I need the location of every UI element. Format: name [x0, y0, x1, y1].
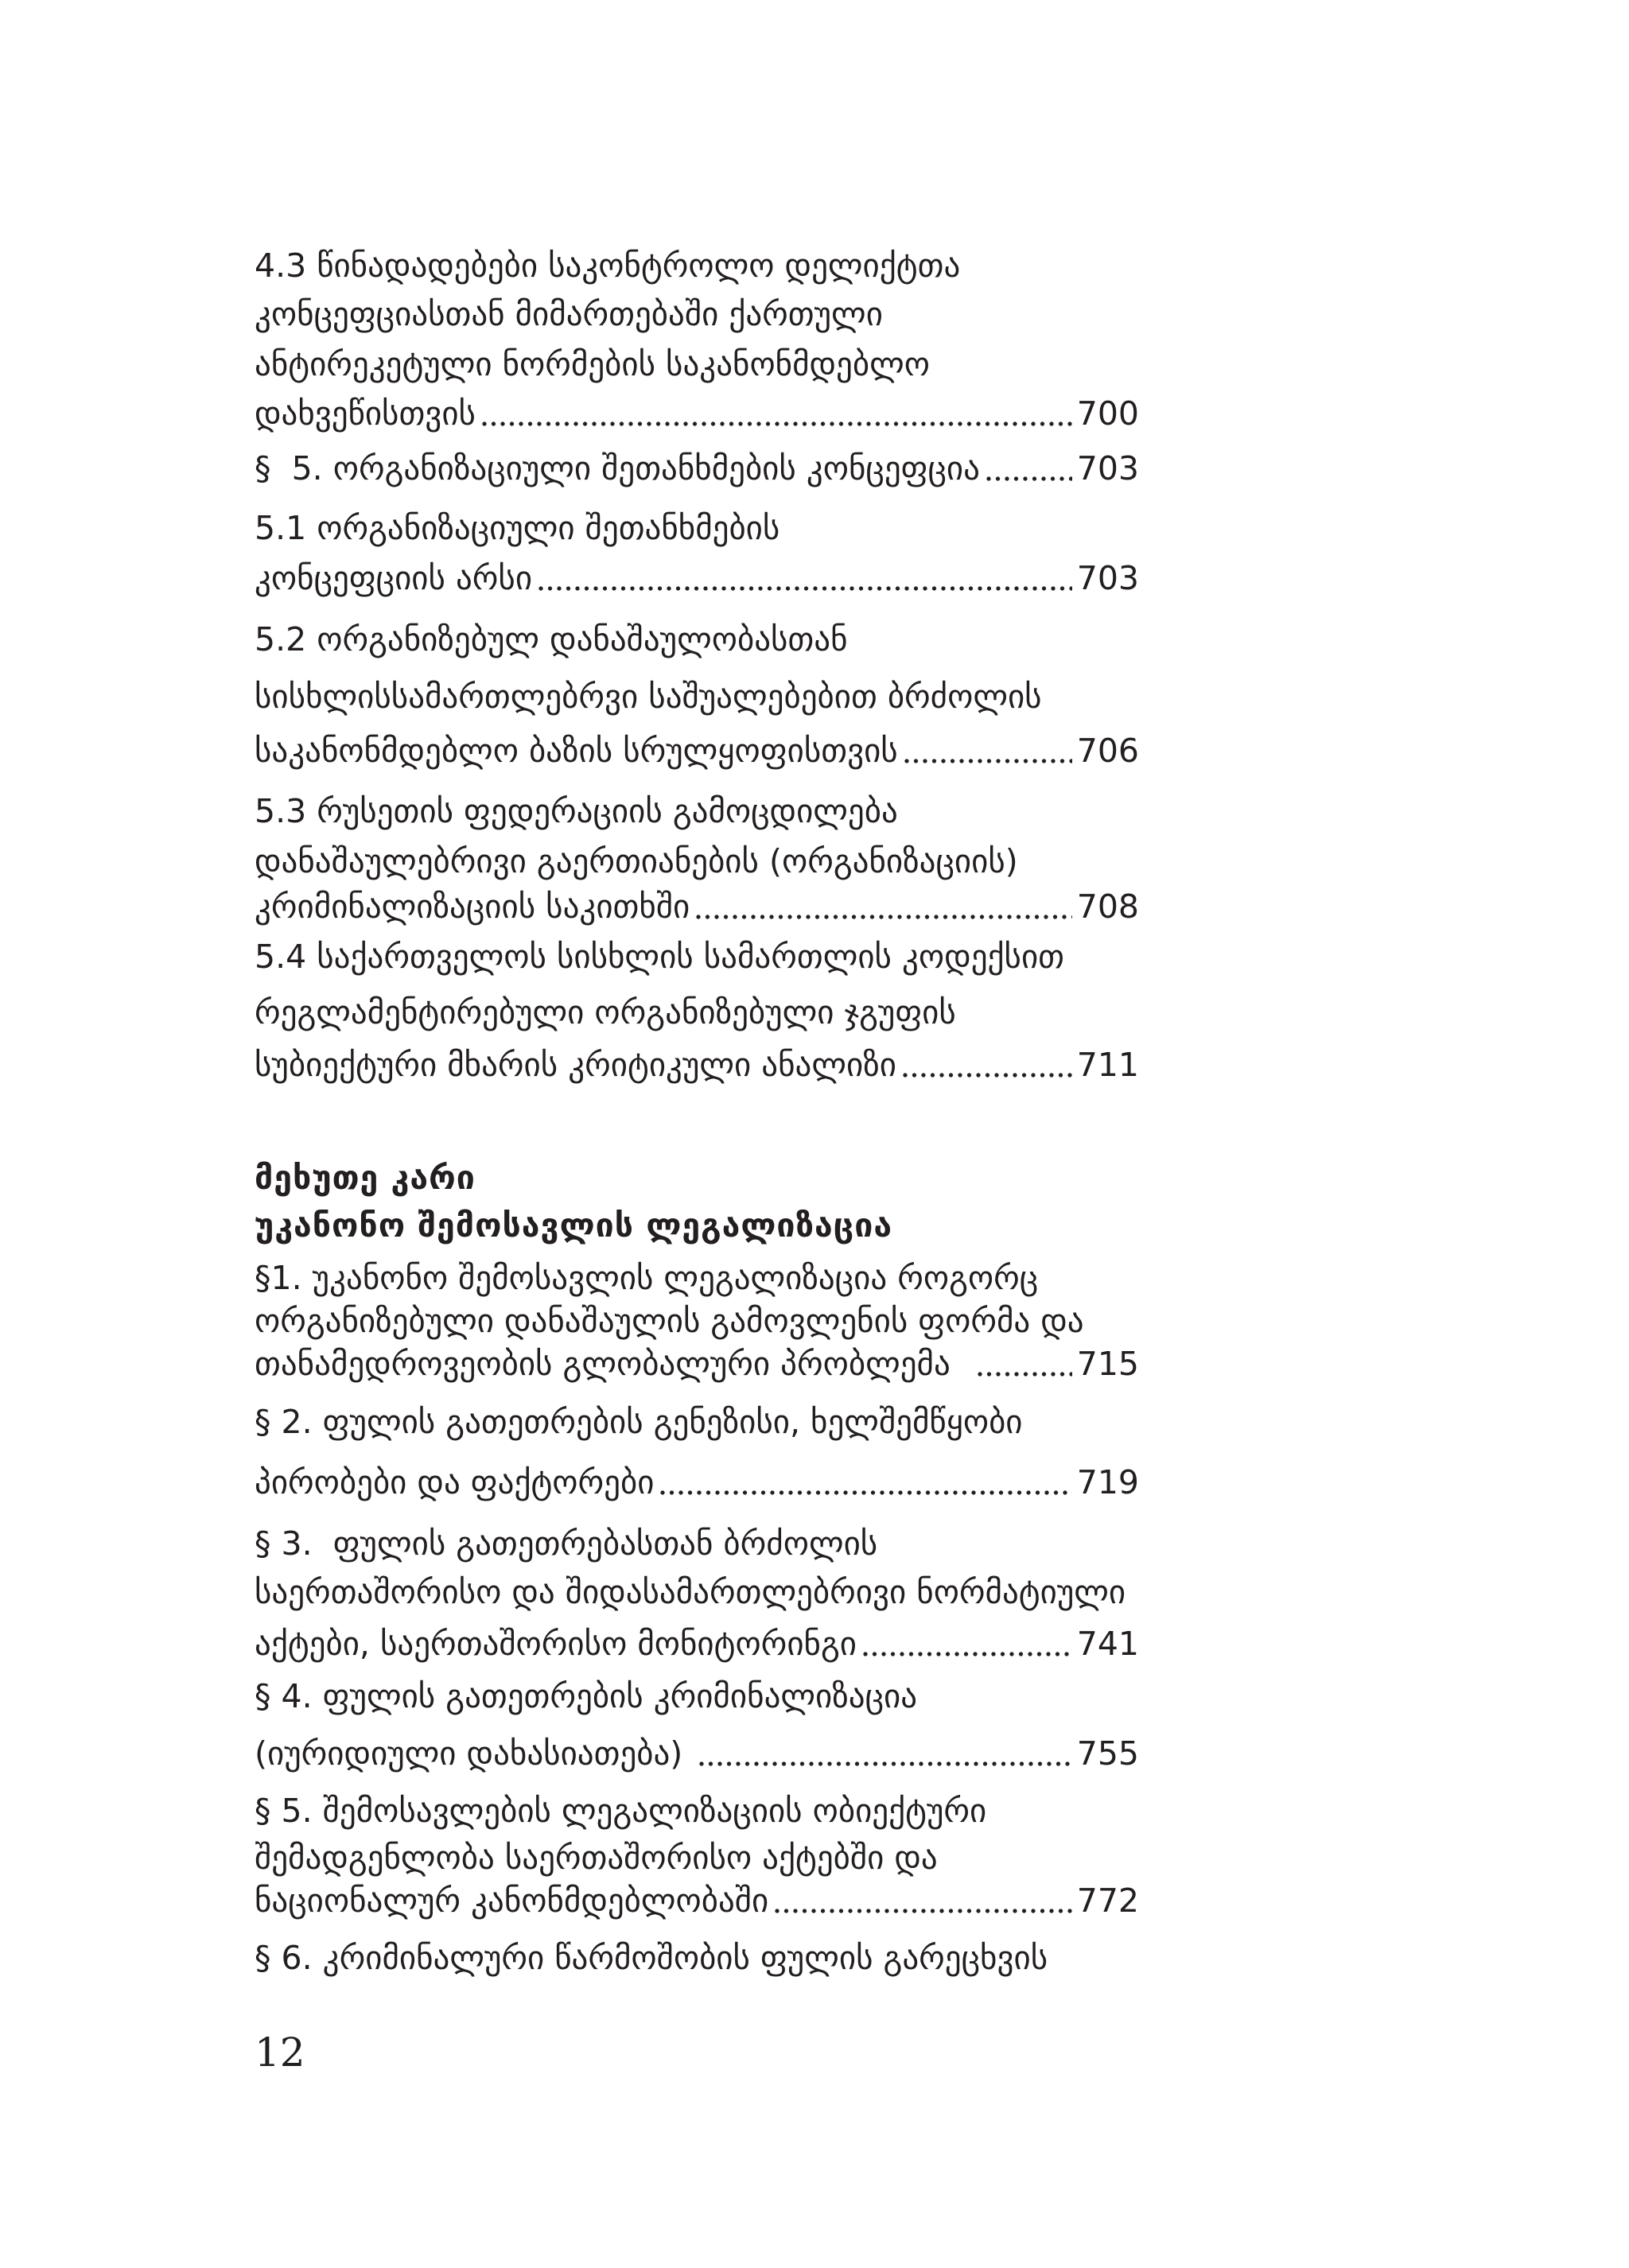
page-ref: 755 — [1076, 1734, 1139, 1773]
leader-dots — [538, 586, 1072, 591]
toc-line: რეგლამენტირებული ორგანიზებული ჯგუფის — [255, 993, 956, 1031]
toc-line: საკანონმდებლო ბაზის სრულყოფისთვის — [255, 732, 898, 770]
toc-line: 5.4 საქართველოს სისხლის სამართლის კოდექსით — [255, 938, 1065, 976]
page-ref: 703 — [1076, 449, 1139, 487]
toc-line-with-page — [255, 1344, 1139, 1384]
toc-line: 4.3 წინადადებები საკონტროლო დელიქტთა — [255, 247, 961, 285]
toc-line: 5.1 ორგანიზაციული შეთანხმების — [255, 509, 780, 547]
page-ref: 700 — [1076, 394, 1139, 433]
toc-line: §1. უკანონო შემოსავლის ლეგალიზაცია როგორც — [255, 1259, 1039, 1297]
toc-line: ანტირეკეტული ნორმების საკანონმდებლო — [255, 345, 930, 383]
toc-line-with-page — [255, 394, 1139, 433]
leader-dots — [863, 1652, 1072, 1656]
toc-line-with-page — [255, 1624, 1139, 1664]
toc-line: § 4. ფულის გათეთრების კრიმინალიზაცია — [255, 1677, 918, 1715]
chapter-title: უკანონო შემოსავლის ლეგალიზაცია — [255, 1206, 893, 1245]
page-ref: 711 — [1076, 1046, 1139, 1084]
toc-line: სუბიექტური მხარის კრიტიკული ანალიზი — [255, 1046, 896, 1084]
toc-line: დანაშაულებრივი გაერთიანების (ორგანიზაციის) — [255, 842, 1018, 880]
leader-dots — [775, 1909, 1071, 1913]
toc-line: § 3. ფულის გათეთრებასთან ბრძოლის — [255, 1524, 878, 1563]
leader-dots — [904, 759, 1072, 763]
page-ref: 741 — [1076, 1625, 1139, 1663]
toc-line: პირობები და ფაქტორები — [255, 1463, 655, 1501]
leader-dots — [696, 915, 1071, 919]
toc-line-with-page — [255, 449, 1139, 488]
toc-line-with-page — [255, 1462, 1139, 1502]
toc-line: აქტები, საერთაშორისო მონიტორინგი — [255, 1625, 857, 1663]
toc-line: შემადგენლობა საერთაშორისო აქტებში და — [255, 1839, 938, 1877]
toc-line: § 5. ორგანიზაციული შეთანხმების კონცეფცია — [255, 449, 980, 487]
toc-line: კონცეფციის არსი — [255, 559, 533, 597]
toc-line: კრიმინალიზაციის საკითხში — [255, 887, 690, 926]
toc-line: დახვეწისთვის — [255, 394, 476, 433]
leader-dots — [903, 1073, 1072, 1078]
page-ref: 715 — [1076, 1345, 1139, 1383]
toc-line: 5.3 რუსეთის ფედერაციის გამოცდილება — [255, 792, 898, 830]
toc-line: § 5. შემოსავლების ლეგალიზაციის ობიექტური — [255, 1792, 987, 1830]
toc-line: თანამედროვეობის გლობალური პრობლემა — [255, 1345, 971, 1383]
toc-line-with-page — [255, 1881, 1139, 1920]
toc-line: 5.2 ორგანიზებულ დანაშაულობასთან — [255, 620, 848, 658]
leader-dots — [986, 476, 1072, 481]
chapter-label: მეხუთე კარი — [255, 1159, 476, 1197]
page-ref: 703 — [1076, 559, 1139, 597]
toc-line: სისხლისსამართლებრვი საშუალებებით ბრძოლის — [255, 678, 1042, 716]
page-number: 12 — [255, 2029, 305, 2076]
toc-line: (იურიდიული დახასიათება) — [255, 1734, 694, 1773]
toc-line-with-page — [255, 558, 1139, 598]
toc-line-with-page — [255, 1734, 1139, 1773]
toc-line: § 2. ფულის გათეთრების გენეზისი, ხელშემწყობი — [255, 1403, 1023, 1441]
leader-dots — [978, 1372, 1072, 1377]
toc-line: ორგანიზებული დანაშაულის გამოვლენის ფორმა და — [255, 1302, 1084, 1340]
toc-line-with-page — [255, 1045, 1139, 1085]
toc-line: § 6. კრიმინალური წარმოშობის ფულის გარეცხვის — [255, 1939, 1048, 1977]
toc-line: ნაციონალურ კანონმდებლობაში — [255, 1882, 769, 1920]
toc-line: საერთაშორისო და შიდასამართლებრივი ნორმატიული — [255, 1573, 1126, 1611]
page-ref: 719 — [1076, 1463, 1139, 1501]
toc-line-with-page — [255, 731, 1139, 771]
leader-dots — [482, 421, 1072, 426]
page-ref: 772 — [1076, 1882, 1139, 1920]
page-ref: 706 — [1076, 732, 1139, 770]
toc-line-with-page — [255, 887, 1139, 926]
leader-dots — [660, 1490, 1071, 1495]
leader-dots — [699, 1761, 1071, 1766]
page-ref: 708 — [1076, 887, 1139, 926]
toc-line: კონცეფციასთან მიმართებაში ქართული — [255, 295, 883, 333]
